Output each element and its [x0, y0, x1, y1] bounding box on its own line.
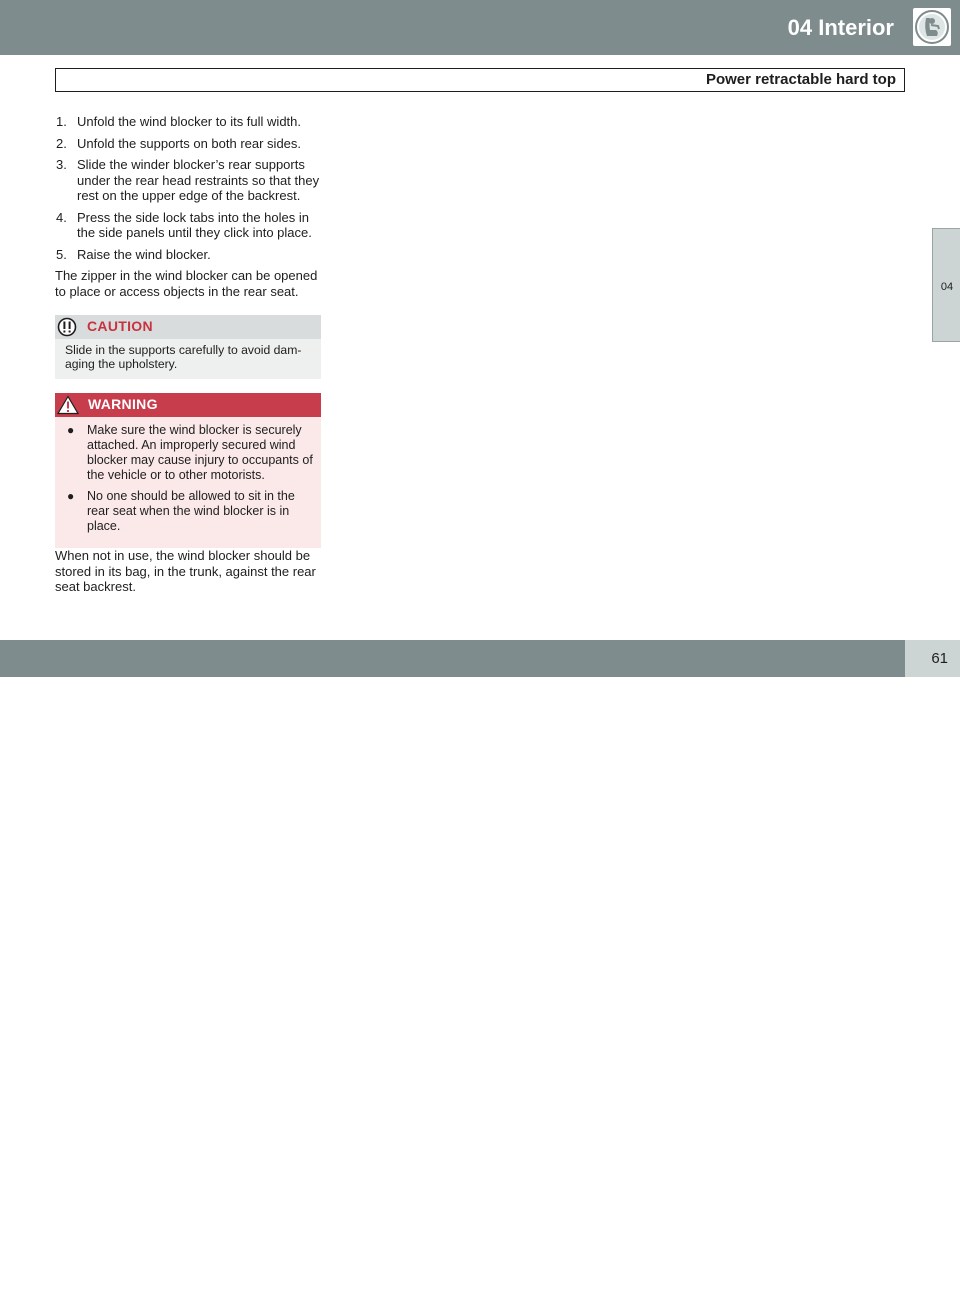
list-item	[55, 136, 321, 152]
warning-list	[63, 423, 313, 534]
list-item	[55, 247, 321, 263]
chapter-tab[interactable]	[932, 228, 960, 342]
bullet-icon: ●	[67, 423, 75, 437]
list-item	[55, 114, 321, 130]
section-title: Power retractable hard top	[705, 71, 896, 88]
caution-header	[55, 315, 321, 339]
section-header	[55, 68, 905, 92]
caution-text: Slide in the supports carefully to avoid dam-aging the upholstery.	[65, 343, 302, 371]
warning-triangle-icon	[57, 395, 79, 415]
steps-list	[55, 114, 321, 262]
list-item	[63, 489, 313, 534]
warning-item-text: No one should be allowed to sit in the rear seat when the wind blocker is in place.	[87, 489, 295, 533]
header-bar	[0, 0, 960, 55]
step-text: Slide the winder blocker’s rear supports under the rear head restraints so that they rest on the upper edge of the backrest.	[77, 157, 320, 203]
caution-box	[55, 315, 321, 379]
chapter-title: 04 Interior	[787, 15, 894, 40]
seat-icon	[913, 8, 951, 46]
step-number: 3.	[56, 157, 67, 172]
chapter-tab-label: 04	[940, 281, 954, 293]
step-text: Raise the wind blocker.	[77, 246, 211, 262]
warning-header	[55, 393, 321, 417]
step-number: 4.	[56, 209, 67, 225]
step-number: 1.	[56, 114, 67, 129]
step-number: 2.	[56, 135, 67, 151]
warning-label: WARNING	[88, 396, 158, 412]
page-number: 61	[931, 650, 948, 667]
warning-item-text: Make sure the wind blocker is securely attached. An improperly secured wind blocker may cause injury to occupants of the vehicle or to other motorists.	[87, 423, 313, 482]
storage-note: When not in use, the wind blocker should be stored in its bag, in the trunk, against the rear seat backrest.	[55, 548, 316, 594]
page-tab	[905, 640, 960, 677]
list-item	[63, 423, 313, 483]
zipper-note: The zipper in the wind blocker can be opened to place or access objects in the rear seat.	[55, 268, 318, 299]
exclamation-icon	[57, 317, 77, 337]
watermark: carmanualsonline.info	[596, 1288, 840, 1315]
bullet-icon: ●	[67, 489, 75, 503]
warning-body	[55, 417, 321, 548]
list-item	[55, 157, 321, 204]
step-text: Unfold the wind blocker to its full width.	[77, 114, 301, 129]
step-number: 5.	[56, 246, 67, 262]
main-content	[55, 114, 321, 595]
step-text: Unfold the supports on both rear sides.	[77, 135, 302, 151]
caution-label: CAUTION	[87, 318, 153, 334]
footer-bar	[0, 640, 960, 1315]
list-item	[55, 210, 321, 241]
warning-box	[55, 393, 321, 548]
step-text: Press the side lock tabs into the holes in the side panels until they click into place.	[77, 209, 312, 240]
